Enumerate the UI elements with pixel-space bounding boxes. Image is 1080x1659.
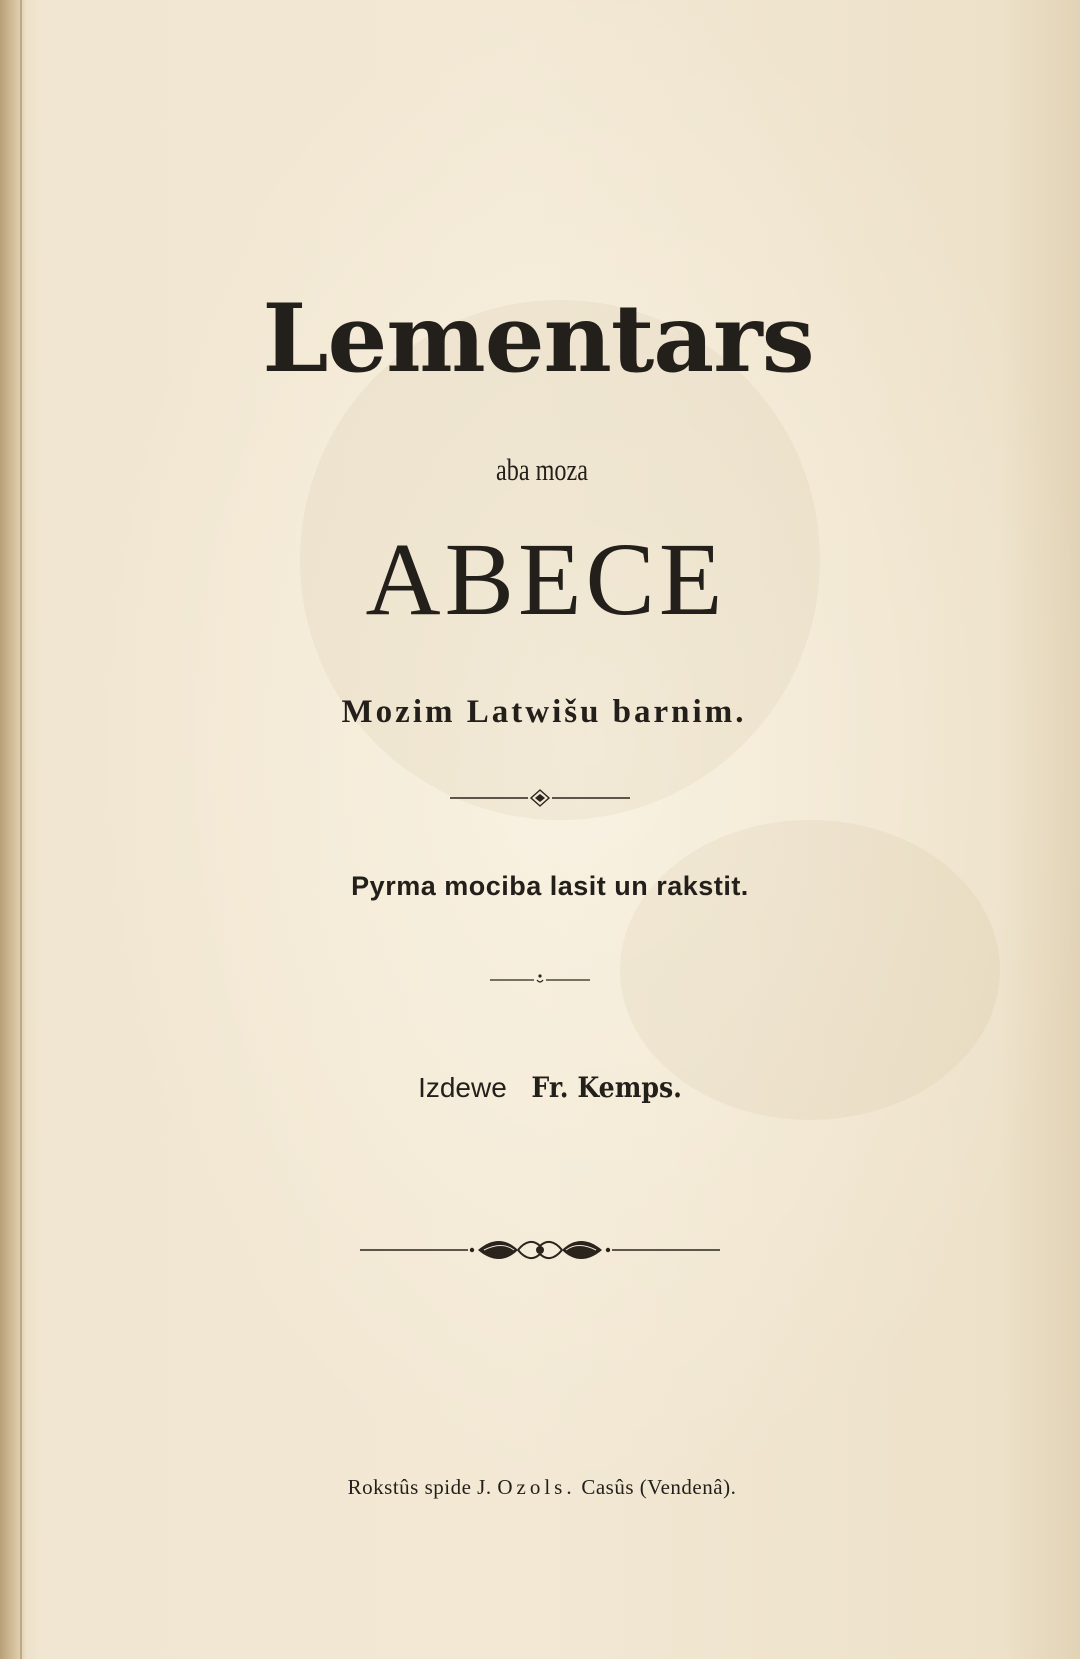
printer-prefix: Rokstûs spide J. [347, 1475, 492, 1499]
printer-place: Casûs (Vendenâ). [581, 1475, 737, 1499]
divider-small-ornament [0, 972, 1080, 986]
divider-flourish-ornament [0, 1232, 1080, 1268]
page-edge [20, 0, 22, 1659]
audience-line: Mozim Latwišu barnim. [341, 694, 747, 730]
book-spine [0, 0, 26, 1659]
book-subtitle: ABECE [365, 522, 727, 637]
divider-diamond-ornament [0, 787, 1080, 809]
publisher-line [14, 1071, 1080, 1104]
description-line: Pyrma mociba lasit un rakstit. [351, 871, 749, 901]
book-title: Lementars [262, 284, 814, 394]
printer-name: Ozols. [497, 1475, 576, 1499]
publisher-label: Izdewe [418, 1072, 507, 1103]
title-connector: aba moza [496, 452, 588, 487]
printer-line [2, 1475, 1080, 1500]
publisher-name: Fr. Kemps. [530, 1071, 682, 1104]
